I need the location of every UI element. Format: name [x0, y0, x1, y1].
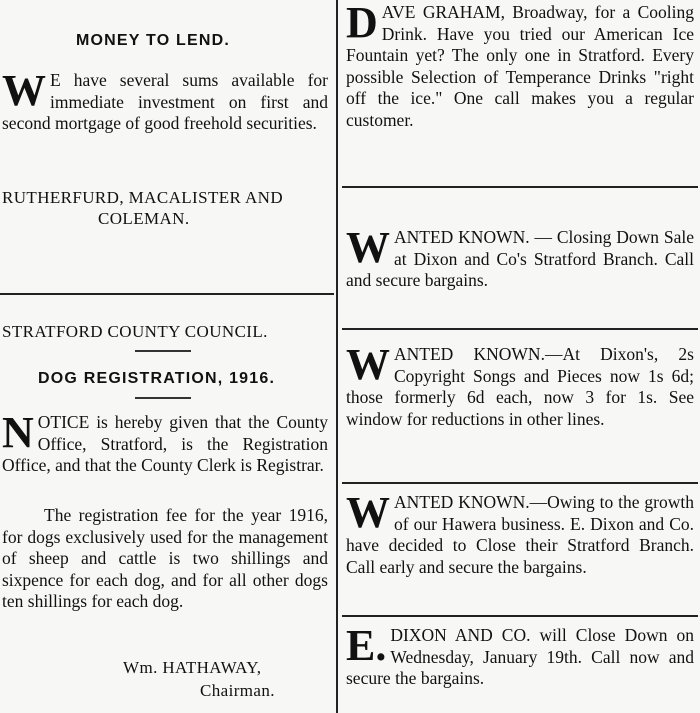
money-body: E have several sums available for immediate investment on first and second mortgage of good freehold securities.	[2, 70, 328, 133]
short-rule	[135, 350, 191, 352]
wanted-known-advert-2	[346, 340, 694, 430]
dixon-body: DIXON AND CO. will Close Down on Wednesday, January 19th. Call now and secure the bargains.	[346, 625, 694, 688]
graham-advert	[346, 2, 694, 131]
right-column	[342, 0, 700, 713]
drop-cap: N	[2, 408, 34, 457]
drop-cap: E.	[346, 621, 387, 670]
wanted3-body: ANTED KNOWN.—Owing to the growth of our Hawera business. E. Dixon and Co. have decided to Close their Stratford Branch. Call early and secure the bargains.	[346, 492, 694, 577]
council-notice	[2, 408, 328, 477]
section-rule	[342, 328, 698, 330]
signer-name: Wm. HATHAWAY,	[123, 658, 262, 677]
drop-cap: D	[346, 0, 378, 47]
wanted-known-advert-3	[346, 488, 694, 578]
council-heading: STRATFORD COUNTY COUNCIL.	[2, 322, 268, 341]
drop-cap: W	[346, 340, 390, 389]
wanted2-body: ANTED KNOWN.—At Dixon's, 2s Copyright Songs and Pieces now 1s 6d; those formerly 6d each, now 3 for 1s. See window for reductions in other lines.	[346, 344, 694, 429]
notice-para1: OTICE is hereby given that the County Office, Stratford, is the Registration Office, and that the County Clerk is Registrar.	[2, 412, 328, 475]
money-signature-line1: RUTHERFURD, MACALISTER AND	[2, 188, 284, 207]
wanted-known-advert-1	[346, 223, 694, 292]
dog-registration-heading: DOG REGISTRATION, 1916.	[38, 370, 276, 387]
money-heading: MONEY TO LEND.	[76, 32, 231, 49]
drop-cap: W	[346, 223, 390, 272]
notice-para2: The registration fee for the year 1916, for dogs exclusively used for the management of sheep and cattle is two shillings and sixpence for each dog, and for all other dogs ten shillings for each dog.	[2, 505, 328, 611]
money-advert	[2, 66, 328, 135]
drop-cap: W	[2, 66, 46, 115]
drop-cap: W	[346, 488, 390, 537]
dixon-advert	[346, 621, 694, 690]
column-divider	[336, 0, 338, 713]
signer-title: Chairman.	[200, 681, 275, 700]
short-rule	[135, 397, 191, 399]
wanted1-body: ANTED KNOWN. — Closing Down Sale at Dixon and Co's Stratford Branch. Call and secure bargains.	[346, 227, 694, 290]
section-rule	[342, 186, 698, 188]
section-rule	[342, 615, 698, 617]
left-column	[0, 0, 334, 713]
section-rule	[342, 482, 698, 484]
graham-body: AVE GRAHAM, Broadway, for a Cooling Drink. Have you tried our American Ice Fountain yet? The only one in Stratford. Every possible Selection of Temperance Drinks "right off the ice." One call makes you a regular customer.	[346, 2, 694, 130]
section-rule	[0, 293, 334, 295]
money-signature-line2: COLEMAN.	[98, 209, 190, 228]
